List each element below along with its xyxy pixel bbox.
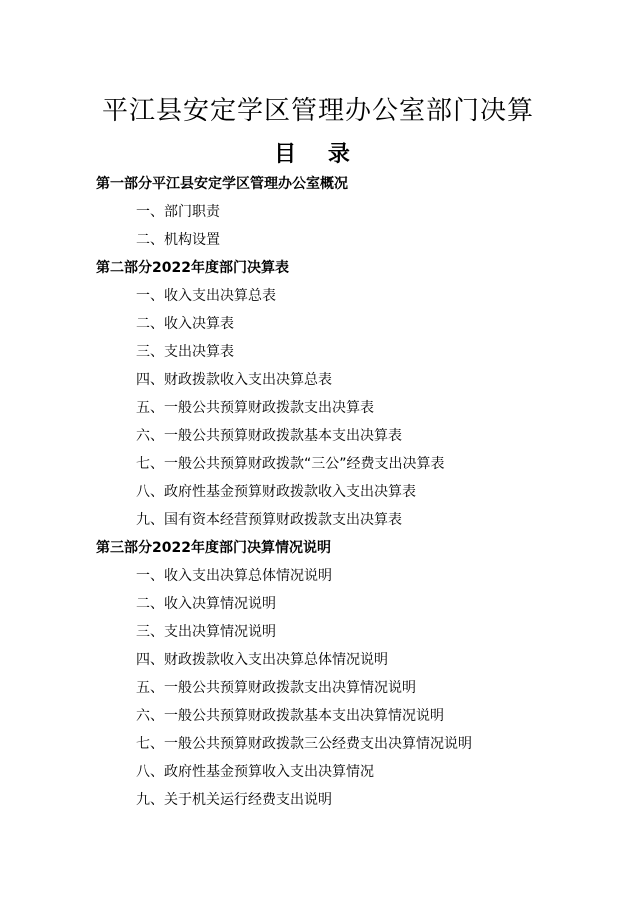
toc-item[interactable]: 五、一般公共预算财政拨款支出决算表 <box>136 400 374 416</box>
toc-part-2-heading[interactable]: 第二部分2022年度部门决算表 <box>96 260 289 276</box>
toc-item[interactable]: 六、一般公共预算财政拨款基本支出决算表 <box>136 428 402 444</box>
toc-item[interactable]: 九、关于机关运行经费支出说明 <box>136 792 332 808</box>
toc-part-1-heading[interactable]: 第一部分平江县安定学区管理办公室概况 <box>96 176 348 192</box>
toc-title: 目 录 <box>274 142 362 167</box>
toc-item[interactable]: 九、国有资本经营预算财政拨款支出决算表 <box>136 512 402 528</box>
toc-item[interactable]: 一、收入支出决算总表 <box>136 288 276 304</box>
toc-item[interactable]: 三、支出决算情况说明 <box>136 624 276 640</box>
toc-item[interactable]: 四、财政拨款收入支出决算总体情况说明 <box>136 652 388 668</box>
toc-item[interactable]: 二、收入决算情况说明 <box>136 596 276 612</box>
toc-item[interactable]: 七、一般公共预算财政拨款三公经费支出决算情况说明 <box>136 736 472 752</box>
toc-item[interactable]: 五、一般公共预算财政拨款支出决算情况说明 <box>136 680 416 696</box>
toc-item[interactable]: 一、部门职责 <box>136 204 220 220</box>
toc-item[interactable]: 二、收入决算表 <box>136 316 234 332</box>
toc-item[interactable]: 六、一般公共预算财政拨款基本支出决算情况说明 <box>136 708 444 724</box>
toc-item[interactable]: 四、财政拨款收入支出决算总表 <box>136 372 332 388</box>
toc-item[interactable]: 八、政府性基金预算收入支出决算情况 <box>136 764 374 780</box>
toc-item[interactable]: 七、一般公共预算财政拨款“三公”经费支出决算表 <box>136 456 445 472</box>
toc-part-3-heading[interactable]: 第三部分2022年度部门决算情况说明 <box>96 540 331 556</box>
toc-item[interactable]: 三、支出决算表 <box>136 344 234 360</box>
toc-item[interactable]: 八、政府性基金预算财政拨款收入支出决算表 <box>136 484 416 500</box>
toc-item[interactable]: 一、收入支出决算总体情况说明 <box>136 568 332 584</box>
table-of-contents <box>96 170 596 814</box>
document-title: 平江县安定学区管理办公室部门决算 <box>101 96 534 127</box>
toc-item[interactable]: 二、机构设置 <box>136 232 220 248</box>
